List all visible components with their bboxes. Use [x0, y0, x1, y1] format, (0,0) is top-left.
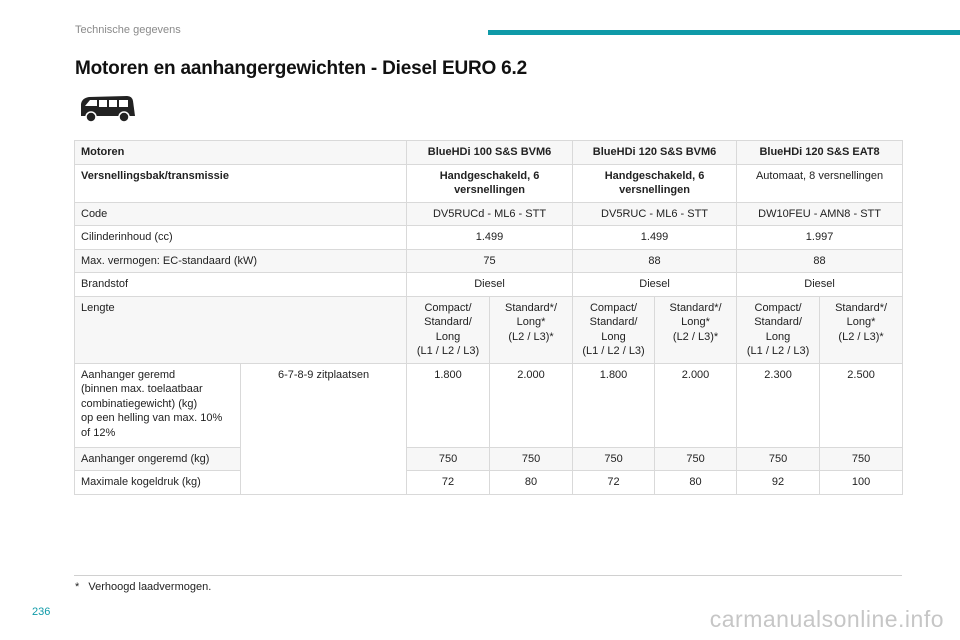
page-title: Motoren en aanhangergewichten - Diesel EURO 6.2 [75, 58, 527, 79]
engine-header: BlueHDi 100 S&S BVM6 [407, 141, 573, 165]
van-side-icon [77, 92, 137, 124]
trailer-braked-value: 1.800 [573, 363, 655, 447]
cylinder-value: 1.499 [407, 226, 573, 250]
gearbox-value: Handgeschakeld, 6 versnellingen [407, 164, 573, 202]
trailer-braked-value: 2.000 [655, 363, 737, 447]
length-standard: Standard*/ Long* (L2 / L3)* [820, 296, 903, 363]
power-value: 88 [573, 249, 737, 273]
trailer-braked-value: 2.000 [490, 363, 573, 447]
engine-spec-table [74, 140, 903, 495]
towball-value: 72 [573, 471, 655, 495]
length-compact: Compact/ Standard/ Long (L1 / L2 / L3) [737, 296, 820, 363]
trailer-unbraked-value: 750 [737, 447, 820, 471]
gearbox-value: Automaat, 8 versnellingen [737, 164, 903, 202]
towball-value: 72 [407, 471, 490, 495]
trailer-unbraked-label: Aanhanger ongeremd (kg) [75, 447, 241, 471]
length-standard: Standard*/ Long* (L2 / L3)* [655, 296, 737, 363]
code-value: DV5RUCd - ML6 - STT [407, 202, 573, 226]
footnote-text: Verhoogd laadvermogen. [88, 581, 212, 593]
power-label: Max. vermogen: EC-standaard (kW) [75, 249, 407, 273]
code-label: Code [75, 202, 407, 226]
seats-label: 6-7-8-9 zitplaatsen [241, 363, 407, 494]
header-label: Motoren [75, 141, 407, 165]
cylinder-value: 1.499 [573, 226, 737, 250]
length-standard: Standard*/ Long* (L2 / L3)* [490, 296, 573, 363]
power-row [75, 249, 903, 273]
footnote-mark: * [75, 581, 80, 593]
length-compact: Compact/ Standard/ Long (L1 / L2 / L3) [573, 296, 655, 363]
fuel-label: Brandstof [75, 273, 407, 297]
towball-value: 92 [737, 471, 820, 495]
gearbox-value: Handgeschakeld, 6 versnellingen [573, 164, 737, 202]
trailer-unbraked-value: 750 [490, 447, 573, 471]
power-value: 88 [737, 249, 903, 273]
towball-label: Maximale kogeldruk (kg) [75, 471, 241, 495]
towball-value: 80 [490, 471, 573, 495]
trailer-braked-row [75, 363, 903, 447]
length-compact: Compact/ Standard/ Long (L1 / L2 / L3) [407, 296, 490, 363]
length-label: Lengte [75, 296, 407, 363]
trailer-braked-label: Aanhanger geremd (binnen max. toelaatbaar combinatiegewicht) (kg) op een helling van max. 10% of 12% [75, 363, 241, 447]
trailer-braked-value: 1.800 [407, 363, 490, 447]
power-value: 75 [407, 249, 573, 273]
code-value: DV5RUC - ML6 - STT [573, 202, 737, 226]
length-row [75, 296, 903, 363]
trailer-unbraked-value: 750 [573, 447, 655, 471]
fuel-row [75, 273, 903, 297]
engine-header: BlueHDi 120 S&S EAT8 [737, 141, 903, 165]
trailer-braked-value: 2.500 [820, 363, 903, 447]
fuel-value: Diesel [737, 273, 903, 297]
towball-value: 100 [820, 471, 903, 495]
watermark: carmanualsonline.info [709, 606, 944, 632]
towball-value: 80 [655, 471, 737, 495]
cylinder-value: 1.997 [737, 226, 903, 250]
footnote [75, 581, 211, 593]
trailer-unbraked-value: 750 [820, 447, 903, 471]
trailer-unbraked-value: 750 [655, 447, 737, 471]
section-header: Technische gegevens [75, 24, 181, 36]
fuel-value: Diesel [573, 273, 737, 297]
table-header-row [75, 141, 903, 165]
code-row [75, 202, 903, 226]
code-value: DW10FEU - AMN8 - STT [737, 202, 903, 226]
gearbox-row [75, 164, 903, 202]
gearbox-label: Versnellingsbak/transmissie [75, 164, 407, 202]
footnote-divider [74, 575, 902, 576]
fuel-value: Diesel [407, 273, 573, 297]
trailer-unbraked-value: 750 [407, 447, 490, 471]
cylinder-row [75, 226, 903, 250]
section-accent-bar [488, 30, 960, 35]
page-number: 236 [32, 606, 51, 618]
trailer-unbraked-row [75, 447, 903, 471]
cylinder-label: Cilinderinhoud (cc) [75, 226, 407, 250]
trailer-braked-value: 2.300 [737, 363, 820, 447]
towball-row [75, 471, 903, 495]
engine-header: BlueHDi 120 S&S BVM6 [573, 141, 737, 165]
